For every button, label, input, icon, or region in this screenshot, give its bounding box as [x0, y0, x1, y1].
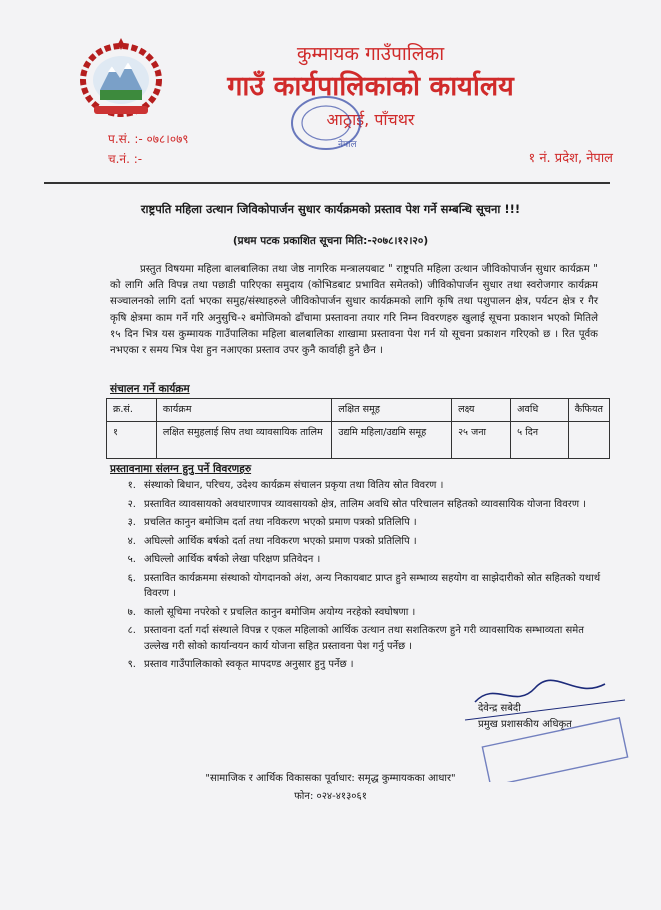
table-row — [107, 422, 610, 459]
col-sn: क्र.सं. — [107, 399, 157, 422]
list-item — [108, 478, 606, 494]
item-text: प्रस्तावना दर्ता गर्दा संस्थाले विपन्न र एकल महिलाको आर्थिक उत्थान तथा सशतिकरण हुने गरी व्यावसायिक सम्भाव्यता समेत उल्लेख गरी सोको कार्यान्वयन कार्य योजना सहित प्रस्तावना पेश गर्नु पर्नेछ । — [144, 625, 584, 652]
item-text: प्रचलित कानुन बमोजिम दर्ता तथा नविकरण भएको प्रमाण पत्रको प्रतिलिपि । — [144, 517, 417, 528]
notice-title: राष्ट्रपति महिला उत्थान जिविकोपार्जन सुधार कार्यक्रमको प्रस्ताव पेश गर्ने सम्बन्धि सूचना !!! — [140, 202, 521, 216]
list-item — [108, 515, 606, 531]
item-number: ९. — [127, 659, 136, 670]
item-text: कालो सूचिमा नपरेको र प्रचलित कानुन बमोजिम अयोग्य नरहेको स्वघोषणा । — [144, 606, 416, 618]
notice-body-paragraph: प्रस्तुत विषयमा महिला बालबालिका तथा जेष्ठ नागरिक मन्त्रालयबाट " राष्ट्रपति महिला उत्थान जीविकोपार्जन सुधार कार्यक्रम " को लागि अति विपन्न तथा पछाडी पारिएका समुदाय (कोभिडबाट प्रभावित समेतको) जीविकोपार्जन सुधार तथा स्वरोजगार कार्यक्रम सञ्चालनको लागि दर्ता भएका समुह/संस्थाहरुले जीविकोपार्जन सुधार कार्यक्रमको लागि कृषि तथा पशुपालन क्षेत्र, पर्यटन क्षेत्र र गैर कृषि क्षेत्रमा काम गर्ने गरि अनुसुचि-२ बमोजिमको ढाँचामा प्रस्तावना तयार गरि निम्न विवरणहरु खुलाई सूचना प्रकाशन भएको मितिले १५ दिन भित्र यस कुम्मायक गाउँपालिका महिला बालबालिका शाखामा प्रस्तावना पेश गर्न यो सूचना प्रकाशन गरिएको छ । रित पूर्वक नभएका र समय भित्र पेश हुन नआएका प्रस्ताव उपर कुनै कार्वाही हुने छैन । — [110, 264, 598, 357]
item-text: संस्थाको बिधान, परिचय, उदेश्य कार्यक्रम संचालन प्रकृया तथा वितिय स्रोत विवरण । — [144, 480, 444, 491]
col-program: कार्यक्रम — [156, 399, 331, 422]
office-title: गाउँ कार्यपालिकाको कार्यालय — [227, 71, 514, 102]
list-item — [108, 497, 606, 513]
header-divider — [44, 182, 610, 184]
item-text: प्रस्ताव गाउँपालिकाको स्वकृत मापदण्ड अनुसार हुनु पर्नेछ । — [144, 659, 354, 670]
requirements-heading: प्रस्तावनामा संलग्न हुनु पर्ने विवरणहरु — [110, 463, 252, 475]
col-duration: अवधि — [511, 399, 569, 422]
office-stamp-icon — [286, 92, 366, 154]
list-item — [108, 552, 606, 568]
org-name-line1: कुम्मायक गाउँपालिका — [296, 43, 445, 65]
item-number: ४. — [127, 535, 136, 547]
stamp-text: नेपाल — [338, 140, 357, 150]
cell-duration: ५ दिन — [511, 422, 569, 459]
footer-phone: फोन: ०२४-४१३०६१ — [294, 791, 367, 802]
col-target-group: लक्षित समूह — [332, 399, 452, 422]
cell-remarks — [568, 422, 609, 459]
item-number: ६. — [127, 572, 136, 584]
item-number: १. — [127, 480, 136, 491]
list-item — [108, 571, 606, 602]
signatory-name: देवेन्द्र सबेदी — [478, 703, 521, 714]
table-header-row — [107, 399, 610, 422]
notice-body — [110, 262, 598, 359]
item-text: अघिल्लो आर्थिक बर्षको लेखा परिक्षण प्रतिवेदन । — [144, 554, 321, 565]
footer-slogan: "सामाजिक र आर्थिक विकासका पूर्वाधार: समृद्ध कुम्मायकका आधार" — [205, 773, 456, 784]
item-number: ८. — [127, 625, 136, 636]
signatory-designation: प्रमुख प्रशासकीय अधिकृत — [478, 719, 572, 730]
notice-subtitle: (प्रथम पटक प्रकाशित सूचना मिति:-२०७८।१२।२०) — [232, 235, 429, 247]
cell-program: लक्षित समुहलाई सिप तथा व्यावसायिक तालिम — [156, 422, 331, 459]
col-remarks: कैफियत — [568, 399, 609, 422]
cell-sn: १ — [107, 422, 157, 459]
province-label: १ नं. प्रदेश, नेपाल — [528, 151, 613, 166]
office-address: आठ्राई, पाँचथर — [326, 110, 415, 129]
list-item — [108, 534, 606, 550]
program-table — [106, 398, 610, 459]
item-text: प्रस्तावित व्यावसायको अवधारणापत्र व्यावसायको क्षेत्र, तालिम अवधि स्रोत परिचालन सहितको व्यावसायिक योजना विवरण । — [144, 498, 587, 510]
reference-number: प.सं. :- ०७८।०७९ — [108, 132, 189, 146]
item-number: २. — [127, 498, 136, 510]
program-heading: संचालन गर्ने कार्यक्रम — [110, 383, 190, 395]
cell-target: २५ जना — [452, 422, 511, 459]
cell-target-group: उद्यमि महिला/उद्यमि समूह — [332, 422, 452, 459]
item-number: ७. — [127, 606, 136, 618]
item-number: ५. — [127, 554, 136, 565]
requirements-list — [108, 478, 606, 676]
list-item — [108, 623, 606, 654]
list-item — [108, 605, 606, 621]
item-text: अघिल्लो आर्थिक बर्षको दर्ता तथा नविकरण भएको प्रमाण पत्रको प्रतिलिपि । — [144, 535, 417, 547]
col-target: लक्ष्य — [452, 399, 511, 422]
item-number: ३. — [127, 517, 136, 528]
dispatch-number: च.नं. :- — [108, 152, 143, 166]
item-text: प्रस्तावित कार्यक्रममा संस्थाको योगदानको अंश, अन्य निकायबाट प्राप्त हुने सम्भाव्य सहयोग वा साझेदारीको स्रोत सहितको यथार्थ विवरण । — [144, 572, 601, 599]
